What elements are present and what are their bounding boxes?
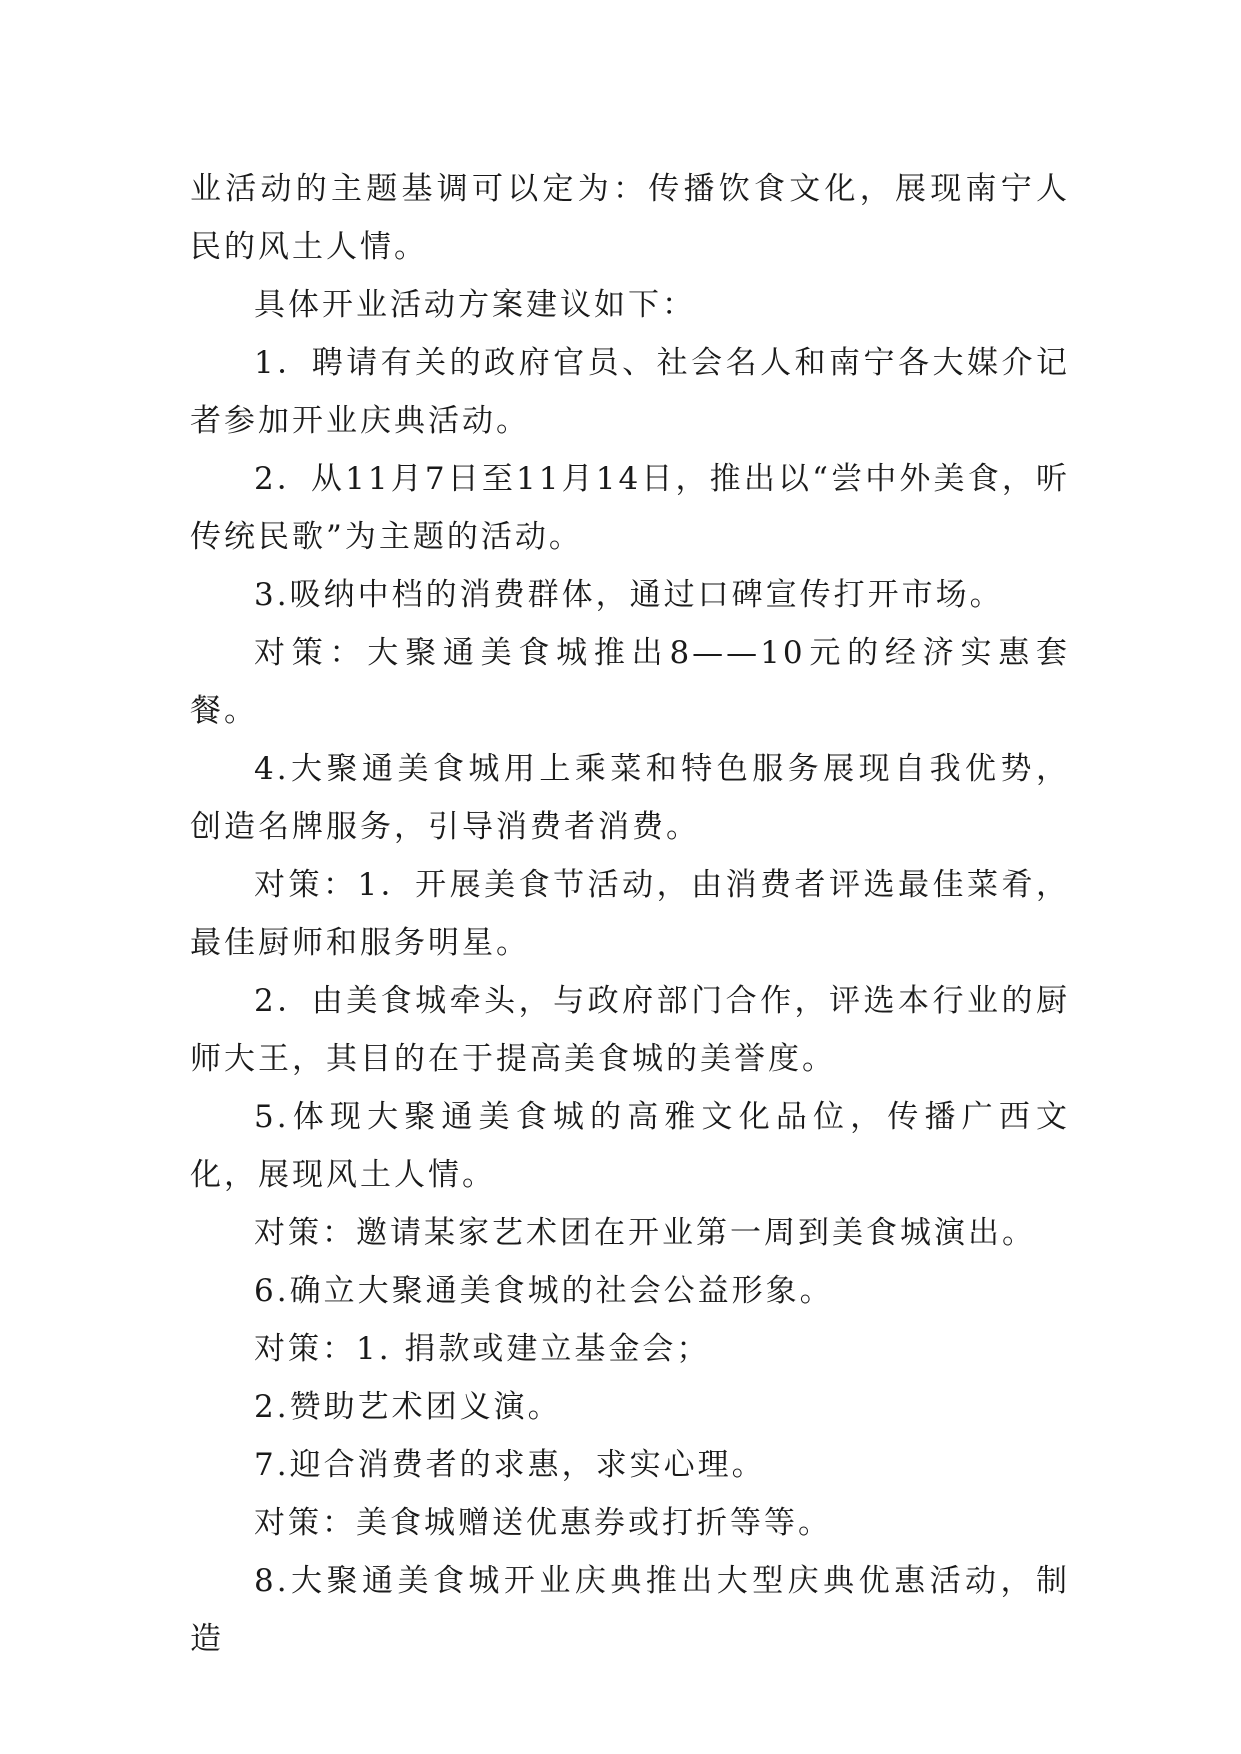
paragraph: 对策：大聚通美食城推出8——10元的经济实惠套餐。 (190, 635, 1070, 729)
paragraph: 4.大聚通美食城用上乘菜和特色服务展现自我优势，创造名牌服务，引导消费者消费。 (190, 751, 1070, 845)
paragraph: 对策：美食城赠送优惠券或打折等等。 (254, 1505, 832, 1541)
paragraph: 2．从11月7日至11月14日，推出以“尝中外美食，听传统民歌”为主题的活动。 (190, 461, 1070, 555)
paragraph: 对策：1. 捐款或建立基金会； (254, 1331, 711, 1367)
paragraph: 7.迎合消费者的求惠，求实心理。 (254, 1447, 766, 1483)
paragraph: 5.体现大聚通美食城的高雅文化品位，传播广西文化，展现风土人情。 (190, 1099, 1070, 1193)
paragraph: 6.确立大聚通美食城的社会公益形象。 (254, 1273, 834, 1309)
paragraph: 具体开业活动方案建议如下： (254, 287, 696, 323)
paragraph: 2．由美食城牵头，与政府部门合作，评选本行业的厨师大王，其目的在于提高美食城的美誉度。 (190, 983, 1070, 1077)
paragraph: 2.赞助艺术团义演。 (254, 1389, 562, 1425)
paragraph: 业活动的主题基调可以定为：传播饮食文化，展现南宁人民的风土人情。 (190, 171, 1070, 265)
paragraph: 对策：1．开展美食节活动，由消费者评选最佳菜肴，最佳厨师和服务明星。 (190, 867, 1070, 961)
document-body (190, 160, 1070, 1668)
paragraph: 8.大聚通美食城开业庆典推出大型庆典优惠活动，制造 (190, 1563, 1070, 1657)
paragraph: 对策：邀请某家艺术团在开业第一周到美食城演出。 (254, 1215, 1036, 1251)
paragraph: 3.吸纳中档的消费群体，通过口碑宣传打开市场。 (254, 577, 1004, 613)
paragraph: 1．聘请有关的政府官员、社会名人和南宁各大媒介记者参加开业庆典活动。 (190, 345, 1070, 439)
